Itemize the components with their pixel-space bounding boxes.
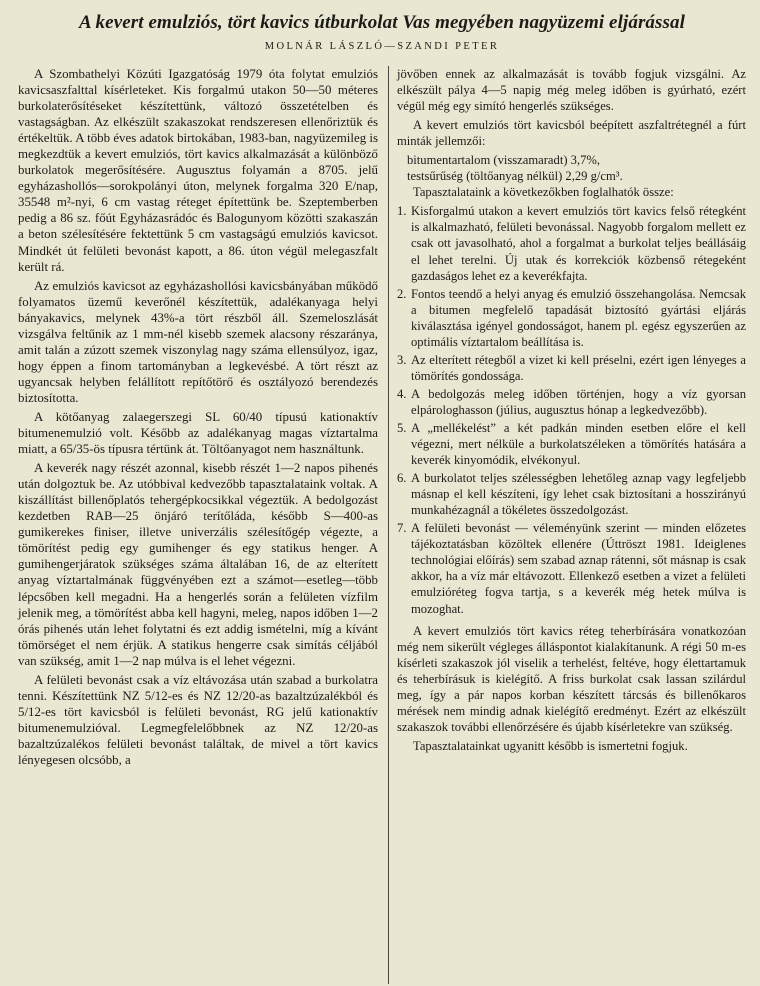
paragraph-continuation: jövőben ennek az alkalmazását is tovább fogjuk vizsgálni. Az elkészült pálya 4—5 napig még meleg időben is gyúrható, ezért végül még egy simító hengerlés szükséges. [397,67,746,114]
article-title: A kevert emulziós, tört kavics útburkolat Vas megyében nagyüzemi eljárással [78,12,686,33]
paragraph-binder: A kötőanyag zalaegerszegi SL 60/40 típusú kationaktív bitumenemulzió volt. Később az adalékanyag magas víztartalma miatt, a 65/35-ös típusra tértünk át. Töltőanyagot nem használtunk. [18,409,378,457]
paragraph-intro: A Szombathelyi Közúti Igazgatóság 1979 óta folytat emulziós kavicsaszfalttal kísérleteket. Kis forgalmú utakon 50—50 méteres burkolaterősítéseket készítettünk, változó összetételben és vastagságban. Az elkészült szakaszokat rendszeresen ellenőriztük és értékeltük. A több éves adatok birtokában, 1983-ban, nagyüzemileg is megkezdtük a kevert emulziós, tört kavics alkalmazását a különböző burkolatok megerősítésére. Augusztus folyamán a 8705. jelű egyházashollós—sorokpolányi úton, melynek forgalma 320 E/nap, 35548 m²-nyi, 6 cm vastag réteget építettünk be. Szeptemberben pedig a 86 sz. főút Egyházasrádóc és Balogunyom közötti szakaszán a beton szélesítésére fektettünk 5 cm vastagságú emulziós kavicsot. Mindkét út felületi bevonást kapott, a 86. úton végül melegaszfalt került rá. [18,67,378,274]
bitumen-content: bitumentartalom (visszamaradt) 3,7%, [407,153,601,168]
paragraph-core-properties: A kevert emulziós tört kavicsból beépített aszfaltrétegnél a fúrt minták jellemzői: [397,118,746,149]
paragraph-production: Az emulziós kavicsot az egyházashollósi kavicsbányában működő folyamatos üzemű keverőnél készítettük, adalékanyaga helyi bányakavics, melynek 43%-a tört részből áll. Szemeloszlását vizsgálva feltűnik az 1 mm-nél kisebb szemek alacsony részaránya, amit talán a zúzott szemek viszonylag nagy száma ellensúlyoz, igaz, hogy éppen a finom tartományban a legkevésbé. A tört részt az ugyancsak helyben felállított repítőtörő és osztályozó berendezés biztosította. [18,278,378,405]
list-item: 4. A bedolgozás meleg időben történjen, hogy a víz gyorsan elpárologhasson (július, augusztus hónap a legkedvezőbb). [397,386,746,417]
paragraph-experience-intro: Tapasztalataink a következőkben foglalhatók össze: [413,185,674,200]
right-column [397,66,746,754]
column-divider [388,66,389,984]
list-item: 6. A burkolatot teljes szélességben lehetőleg aznap vagy legfeljebb másnap el kell készíteni, így lehet csak biztosítani a hosszirányú munkahézagnál a tökéletes összedolgozást. [397,471,746,518]
paragraph-closing: Tapasztalatainkat ugyanitt később is ismertetni fogjuk. [413,738,688,753]
paragraph-conclusion: A kevert emulziós tört kavics réteg teherbírására vonatkozóan még nem sikerült végleges álláspontot kialakítanunk. A régi 50 m-es kísérleti szakaszok jól viselik a terhelést, feltéve, hogy élettartamuk és teherbírásuk is kielégítő. A friss burkolat csak lassan szilárdul meg, így a pár napos korban készített tárcsás és billenőkaros mérések nem mindig adnak kielégítő eredményt. Ezért az elkészült szakaszok további ellenőrzésére és újabb kísérletekre van szükség. [397,623,746,734]
list-item: 5. A „mellékelést” a két padkán minden esetben előre el kell végezni, mert nélküle a burkolatszéleken a tömörítés hatására a keverék kinyomódik, elvékonyul. [397,420,746,468]
left-column [18,66,378,768]
paragraph-surface-coating: A felületi bevonást csak a víz eltávozása után szabad a burkolatra tenni. Készítettünk NZ 5/12-es és NZ 12/20-as bazaltzúzalékból és 5/12-es tört kavicsból is felületi bevonást, RG jelű kationaktív bitumenemulzióval. Legmegfelelőbbnek az NZ 12/20-as bazaltzúzalékos felületi bevonást találtak, de mivel a tört kavics lényegesen olcsóbb, a [18,672,378,767]
list-item: 3. Az elterített rétegből a vizet ki kell préselni, ezért igen lényeges a tömörítés gondossága. [397,352,746,383]
article-authors: MOLNÁR LÁSZLÓ—SZANDI PETER [264,41,500,52]
density-value: testsűrűség (töltőanyag nélkül) 2,29 g/cm³. [407,169,623,184]
list-item: 1. Kisforgalmú utakon a kevert emulziós tört kavics felső rétegként is alkalmazható, felületi bevonással. Nagyobb forgalom mellett ez csak ott javasolható, ahol a forgalmat a burkolat teljes beállásáig el lehet terelni. Új utak és korrekciók közbenső rétegeként gazdaságos lehet ez a keverékfajta. [397,204,746,283]
findings-list [397,203,746,616]
list-item: 2. Fontos teendő a helyi anyag és emulzió összehangolása. Nemcsak a bitumen megfelelő tapadását biztosító gyártási eljárás kiválasztása igényel gondosságot, hanem pl. egész egyszerűen az optimális víztartalom beállítása is. [397,286,746,349]
paragraph-laying: A keverék nagy részét azonnal, kisebb részét 1—2 napos pihenés után dolgoztuk be. Az utóbbival kedvezőbb tapasztalataink voltak. A kiszállítást billenőplatós tehergépkocsikkal végeztük. A bedolgozást kezdetben RAB—25 önjáró terítőláda, később S—400-as gumikerekes finiser, illetve univerzális szélesítőgép végezte, a tömörítést pedig egy gumihenger és egy statikus henger. A gumihengerjáratok szükséges száma általában 16, de az elterített anyag víztartalmának függvényében ezt a számot—esetleg—több lépcsőben kell megadni. Ha a hengerlés során a felületen vízfilm jelenik meg, a tömörítést abba kell hagyni, meleg, napos időben 1—2 órás pihenés után lehet folytatni és ezt addig ismételni, míg a kívánt tömörséget el nem érjük. A statikus hengerre csak simítás céljából van szükség, amit 1—2 nap múlva is el lehet végezni. [18,461,378,668]
article-body [18,66,746,986]
list-item: 7. A felületi bevonást — véleményünk szerint — minden előzetes tájékoztatásban közöltek ellenére (Úttröszt 1981. Ideiglenes technológiai előírás) sem szabad aznap rátenni, sőt másnap is csak akkor, ha a víz már eltávozott. Ellenkező esetben a vizet a felületi emulzióréteg fogva tartja, s a keverék még hetek múlva is mozoghat. [397,521,746,616]
